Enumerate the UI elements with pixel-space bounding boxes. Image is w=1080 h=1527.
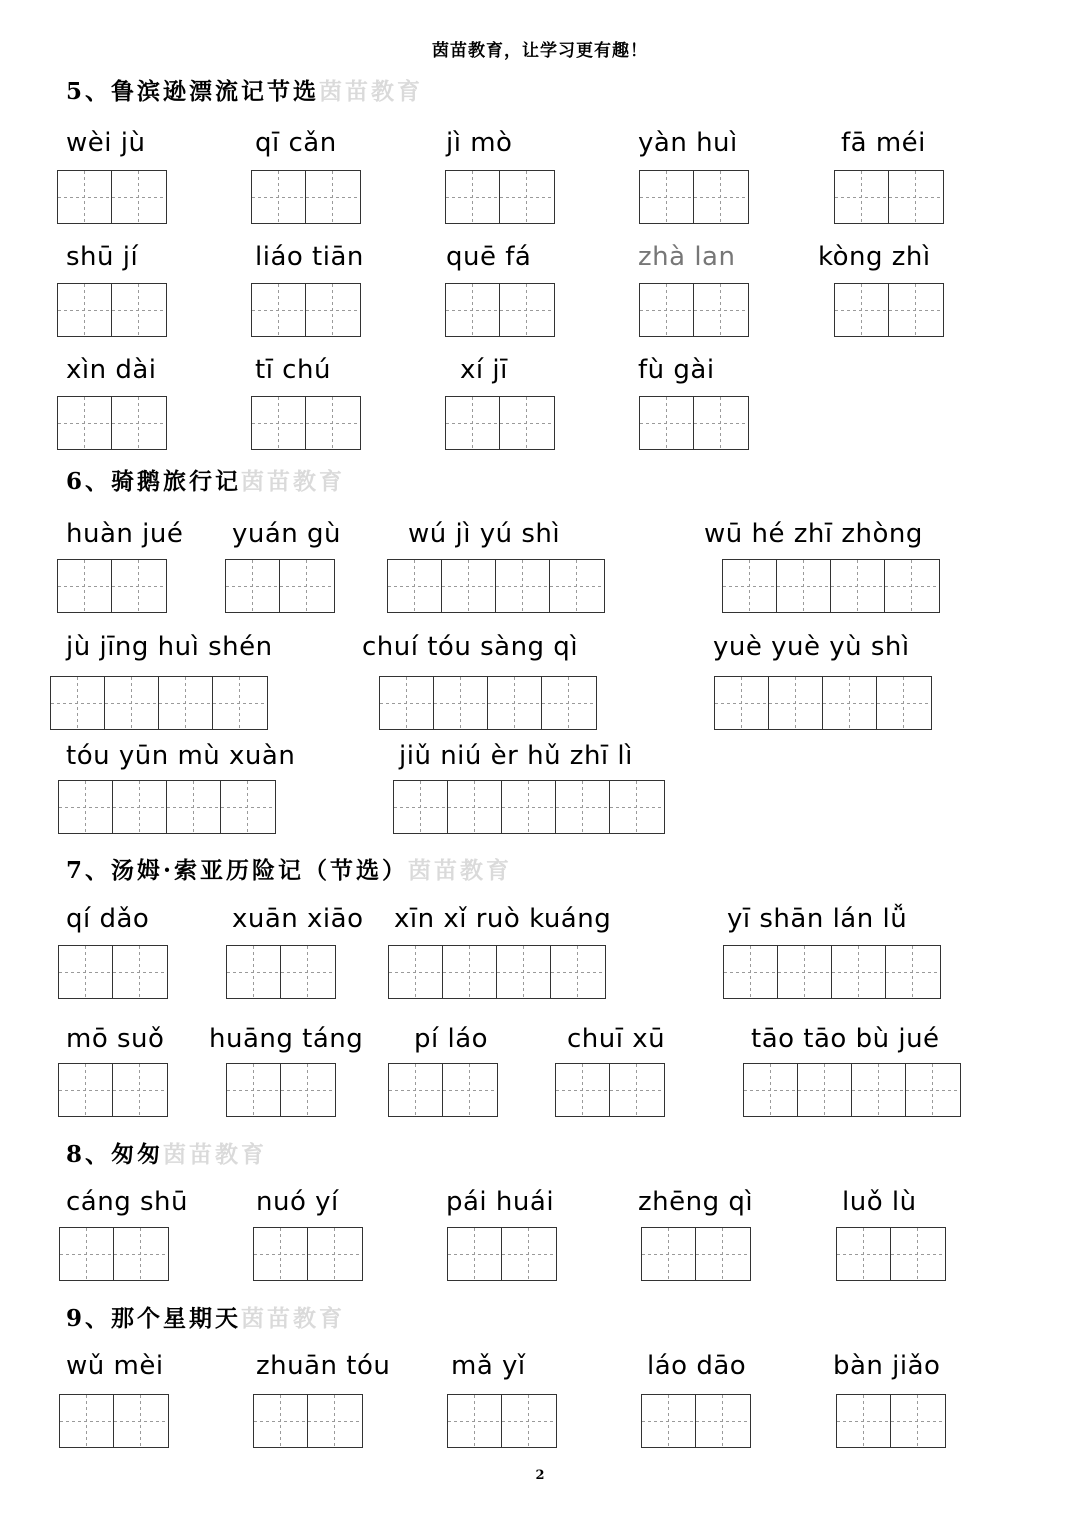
character-box[interactable] xyxy=(502,1395,556,1447)
character-box[interactable] xyxy=(226,560,280,612)
pinyin-label: kòng zhì xyxy=(818,242,931,272)
character-box[interactable] xyxy=(488,677,542,729)
watermark-text: 茵苗教育 xyxy=(241,1305,346,1332)
writing-grid[interactable] xyxy=(225,559,335,613)
pinyin-label: yuán gù xyxy=(232,519,342,549)
writing-grid[interactable] xyxy=(445,170,555,224)
pinyin-label: wū hé zhī zhòng xyxy=(704,519,923,549)
character-box[interactable] xyxy=(723,560,777,612)
character-box[interactable] xyxy=(58,171,112,223)
pinyin-label: qī cǎn xyxy=(255,128,337,158)
pinyin-label: xìn dài xyxy=(66,355,157,385)
character-box[interactable] xyxy=(308,1228,362,1280)
character-box[interactable] xyxy=(852,1064,906,1116)
character-box[interactable] xyxy=(446,397,500,449)
pinyin-label: bàn jiǎo xyxy=(833,1351,941,1381)
pinyin-label: cáng shū xyxy=(66,1187,188,1217)
character-box[interactable] xyxy=(889,171,943,223)
pinyin-label: yuè yuè yù shì xyxy=(713,632,910,662)
writing-grid[interactable] xyxy=(57,559,167,613)
pinyin-label: jiǔ niú èr hǔ zhī lì xyxy=(399,741,633,771)
pinyin-label: yī shān lán lǚ xyxy=(727,904,908,934)
character-box[interactable] xyxy=(51,677,105,729)
character-box[interactable] xyxy=(308,1395,362,1447)
character-box[interactable] xyxy=(640,171,694,223)
character-box[interactable] xyxy=(105,677,159,729)
pinyin-label: mō suǒ xyxy=(66,1024,165,1054)
writing-grid[interactable] xyxy=(50,676,268,730)
pinyin-label: chuí tóu sàng qì xyxy=(362,632,579,662)
character-box[interactable] xyxy=(59,946,113,998)
pinyin-label: tī chú xyxy=(255,355,331,385)
character-box[interactable] xyxy=(388,560,442,612)
writing-grid[interactable] xyxy=(388,1063,498,1117)
character-box[interactable] xyxy=(254,1228,308,1280)
pinyin-label: nuó yí xyxy=(256,1187,339,1217)
pinyin-label: wèi jù xyxy=(66,128,146,158)
character-box[interactable] xyxy=(252,171,306,223)
character-box[interactable] xyxy=(694,284,748,336)
character-box[interactable] xyxy=(280,560,334,612)
character-box[interactable] xyxy=(448,1228,502,1280)
watermark-text: 茵苗教育 xyxy=(163,1141,268,1168)
pinyin-label: fā méi xyxy=(841,128,926,158)
character-box[interactable] xyxy=(496,560,550,612)
character-box[interactable] xyxy=(448,1395,502,1447)
character-box[interactable] xyxy=(610,1064,664,1116)
writing-grid[interactable] xyxy=(714,676,932,730)
character-box[interactable] xyxy=(113,1064,167,1116)
character-box[interactable] xyxy=(380,677,434,729)
character-box[interactable] xyxy=(59,1064,113,1116)
writing-grid[interactable] xyxy=(393,780,665,834)
writing-grid[interactable] xyxy=(445,396,555,450)
pinyin-label: luǒ lù xyxy=(842,1187,917,1217)
writing-grid[interactable] xyxy=(253,1227,363,1281)
character-box[interactable] xyxy=(58,397,112,449)
page-number: 2 xyxy=(535,1468,545,1483)
writing-grid[interactable] xyxy=(639,170,749,224)
writing-grid[interactable] xyxy=(58,1063,168,1117)
character-box[interactable] xyxy=(694,397,748,449)
character-box[interactable] xyxy=(502,1228,556,1280)
character-box[interactable] xyxy=(112,284,166,336)
writing-grid[interactable] xyxy=(641,1394,751,1448)
writing-grid[interactable] xyxy=(388,945,606,999)
writing-grid[interactable] xyxy=(59,1394,169,1448)
character-box[interactable] xyxy=(60,1228,114,1280)
character-box[interactable] xyxy=(112,397,166,449)
character-box[interactable] xyxy=(394,781,448,833)
character-box[interactable] xyxy=(221,781,275,833)
writing-grid[interactable] xyxy=(743,1063,961,1117)
character-box[interactable] xyxy=(448,781,502,833)
character-box[interactable] xyxy=(112,560,166,612)
character-box[interactable] xyxy=(500,284,554,336)
character-box[interactable] xyxy=(835,284,889,336)
pinyin-label: láo dāo xyxy=(647,1351,747,1381)
character-box[interactable] xyxy=(443,1064,497,1116)
writing-grid[interactable] xyxy=(58,945,168,999)
writing-grid[interactable] xyxy=(251,283,361,337)
writing-grid[interactable] xyxy=(58,780,276,834)
pinyin-label: pái huái xyxy=(446,1187,555,1217)
character-box[interactable] xyxy=(254,1395,308,1447)
character-box[interactable] xyxy=(642,1228,696,1280)
section-title-text: 6、骑鹅旅行记 xyxy=(66,468,242,495)
writing-grid[interactable] xyxy=(57,396,167,450)
section-title-text: 5、鲁滨逊漂流记节选 xyxy=(66,78,320,105)
character-box[interactable] xyxy=(550,560,604,612)
pinyin-label: zhuān tóu xyxy=(256,1351,391,1381)
character-box[interactable] xyxy=(227,1064,281,1116)
writing-grid[interactable] xyxy=(836,1394,946,1448)
character-box[interactable] xyxy=(389,1064,443,1116)
section-title xyxy=(66,73,423,106)
writing-grid[interactable] xyxy=(251,170,361,224)
pinyin-label: tāo tāo bù jué xyxy=(751,1024,940,1054)
character-box[interactable] xyxy=(252,397,306,449)
character-box[interactable] xyxy=(58,560,112,612)
writing-grid[interactable] xyxy=(555,1063,665,1117)
writing-grid[interactable] xyxy=(379,676,597,730)
pinyin-label: huàn jué xyxy=(66,519,184,549)
watermark-text: 茵苗教育 xyxy=(408,857,513,884)
page-header: 茵苗教育，让学习更有趣！ xyxy=(432,41,648,61)
character-box[interactable] xyxy=(556,1064,610,1116)
character-box[interactable] xyxy=(642,1395,696,1447)
pinyin-label: wǔ mèi xyxy=(66,1351,164,1381)
character-box[interactable] xyxy=(113,946,167,998)
character-box[interactable] xyxy=(778,946,832,998)
character-box[interactable] xyxy=(837,1228,891,1280)
character-box[interactable] xyxy=(227,946,281,998)
pinyin-label: shū jí xyxy=(66,242,139,272)
section-title xyxy=(66,463,345,496)
writing-grid[interactable] xyxy=(57,170,167,224)
writing-grid[interactable] xyxy=(723,945,941,999)
pinyin-label: xīn xǐ ruò kuáng xyxy=(394,904,612,934)
character-box[interactable] xyxy=(886,946,940,998)
character-box[interactable] xyxy=(281,1064,335,1116)
character-box[interactable] xyxy=(159,677,213,729)
character-box[interactable] xyxy=(823,677,877,729)
character-box[interactable] xyxy=(556,781,610,833)
writing-grid[interactable] xyxy=(639,396,749,450)
character-box[interactable] xyxy=(112,171,166,223)
section-title-text: 8、匆匆 xyxy=(66,1141,164,1168)
writing-grid[interactable] xyxy=(641,1227,751,1281)
writing-grid[interactable] xyxy=(251,396,361,450)
character-box[interactable] xyxy=(640,284,694,336)
character-box[interactable] xyxy=(497,946,551,998)
pinyin-label: chuī xū xyxy=(567,1024,666,1054)
character-box[interactable] xyxy=(832,946,886,998)
watermark-text: 茵苗教育 xyxy=(241,468,346,495)
pinyin-label: qí dǎo xyxy=(66,904,150,934)
character-box[interactable] xyxy=(610,781,664,833)
writing-grid[interactable] xyxy=(836,1227,946,1281)
writing-grid[interactable] xyxy=(445,283,555,337)
character-box[interactable] xyxy=(835,171,889,223)
writing-grid[interactable] xyxy=(447,1227,557,1281)
character-box[interactable] xyxy=(500,397,554,449)
writing-grid[interactable] xyxy=(639,283,749,337)
character-box[interactable] xyxy=(59,781,113,833)
character-box[interactable] xyxy=(502,781,556,833)
character-box[interactable] xyxy=(837,1395,891,1447)
character-box[interactable] xyxy=(281,946,335,998)
writing-grid[interactable] xyxy=(722,559,940,613)
character-box[interactable] xyxy=(891,1228,945,1280)
character-box[interactable] xyxy=(906,1064,960,1116)
character-box[interactable] xyxy=(389,946,443,998)
character-box[interactable] xyxy=(831,560,885,612)
pinyin-label: fù gài xyxy=(638,355,715,385)
writing-grid[interactable] xyxy=(59,1227,169,1281)
writing-grid[interactable] xyxy=(834,283,944,337)
character-box[interactable] xyxy=(889,284,943,336)
character-box[interactable] xyxy=(500,171,554,223)
pinyin-label: quē fá xyxy=(446,242,532,272)
writing-grid[interactable] xyxy=(226,1063,336,1117)
pinyin-label: liáo tiān xyxy=(255,242,364,272)
character-box[interactable] xyxy=(542,677,596,729)
pinyin-label: zhēng qì xyxy=(638,1187,754,1217)
character-box[interactable] xyxy=(60,1395,114,1447)
character-box[interactable] xyxy=(58,284,112,336)
character-box[interactable] xyxy=(213,677,267,729)
section-title-text: 7、汤姆·索亚历险记（节选） xyxy=(66,857,409,884)
section-title xyxy=(66,852,512,885)
pinyin-label: mǎ yǐ xyxy=(451,1351,526,1381)
character-box[interactable] xyxy=(640,397,694,449)
pinyin-label: wú jì yú shì xyxy=(408,519,561,549)
writing-grid[interactable] xyxy=(57,283,167,337)
character-box[interactable] xyxy=(885,560,939,612)
character-box[interactable] xyxy=(446,171,500,223)
writing-grid[interactable] xyxy=(253,1394,363,1448)
writing-grid[interactable] xyxy=(447,1394,557,1448)
character-box[interactable] xyxy=(551,946,605,998)
character-box[interactable] xyxy=(744,1064,798,1116)
writing-grid[interactable] xyxy=(834,170,944,224)
character-box[interactable] xyxy=(798,1064,852,1116)
pinyin-label: xí jī xyxy=(460,355,508,385)
character-box[interactable] xyxy=(443,946,497,998)
character-box[interactable] xyxy=(252,284,306,336)
pinyin-label: pí láo xyxy=(414,1024,489,1054)
character-box[interactable] xyxy=(724,946,778,998)
character-box[interactable] xyxy=(877,677,931,729)
pinyin-label: yàn huì xyxy=(638,128,738,158)
pinyin-label: tóu yūn mù xuàn xyxy=(66,741,296,771)
character-box[interactable] xyxy=(167,781,221,833)
character-box[interactable] xyxy=(769,677,823,729)
writing-grid[interactable] xyxy=(387,559,605,613)
section-title xyxy=(66,1136,267,1169)
pinyin-label: jù jīng huì shén xyxy=(66,632,273,662)
pinyin-label: huāng táng xyxy=(209,1024,364,1054)
character-box[interactable] xyxy=(777,560,831,612)
character-box[interactable] xyxy=(696,1395,750,1447)
character-box[interactable] xyxy=(891,1395,945,1447)
character-box[interactable] xyxy=(114,1395,168,1447)
pinyin-label: jì mò xyxy=(446,128,513,158)
character-box[interactable] xyxy=(306,397,360,449)
character-box[interactable] xyxy=(442,560,496,612)
character-box[interactable] xyxy=(113,781,167,833)
section-title-text: 9、那个星期天 xyxy=(66,1305,242,1332)
character-box[interactable] xyxy=(696,1228,750,1280)
pinyin-label: xuān xiāo xyxy=(232,904,364,934)
section-title xyxy=(66,1300,345,1333)
pinyin-label: zhà lan xyxy=(638,242,736,272)
character-box[interactable] xyxy=(434,677,488,729)
character-box[interactable] xyxy=(306,171,360,223)
character-box[interactable] xyxy=(715,677,769,729)
character-box[interactable] xyxy=(114,1228,168,1280)
watermark-text: 茵苗教育 xyxy=(319,78,424,105)
character-box[interactable] xyxy=(446,284,500,336)
character-box[interactable] xyxy=(694,171,748,223)
writing-grid[interactable] xyxy=(226,945,336,999)
character-box[interactable] xyxy=(306,284,360,336)
